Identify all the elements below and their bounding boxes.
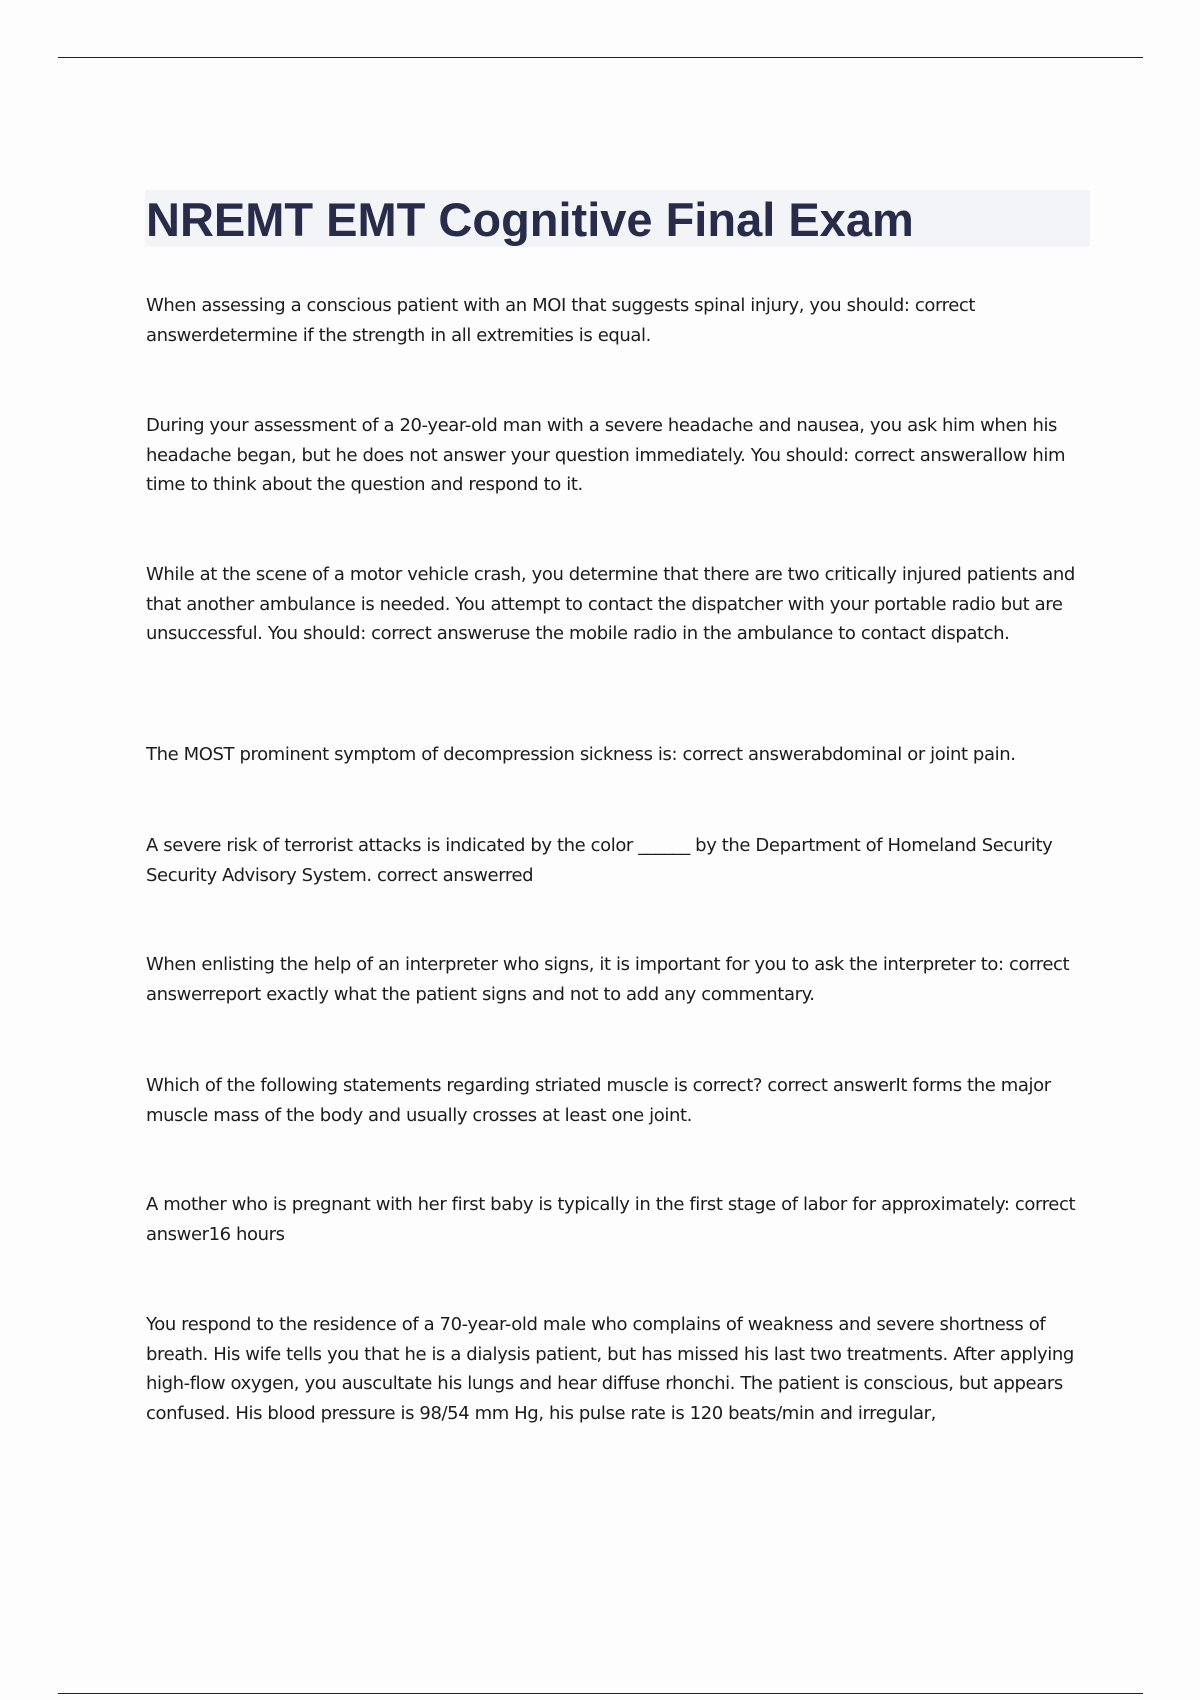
question-answer-item: A mother who is pregnant with her first baby is typically in the first stage of labor for approximately: correct answer16 hours xyxy=(146,1194,1076,1245)
question-answer-item: When enlisting the help of an interpreter who signs, it is important for you to ask the interpreter to: correct answerreport exactly what the patient signs and not to add any commentary. xyxy=(146,954,1070,1005)
question-answer-item: A severe risk of terrorist attacks is indicated by the color ______ by the Department of Homeland Security Security Advisory System. correct answerred xyxy=(146,835,1053,886)
question-answer-item: The MOST prominent symptom of decompression sickness is: correct answerabdominal or joint pain. xyxy=(146,744,1016,765)
question-answer-item: Which of the following statements regarding striated muscle is correct? correct answerIt forms the major muscle mass of the body and usually crosses at least one joint. xyxy=(146,1075,1051,1126)
header-rule xyxy=(58,57,1143,58)
question-answer-item: You respond to the residence of a 70-year-old male who complains of weakness and severe shortness of breath. His wife tells you that he is a dialysis patient, but has missed his last two treatments. After applying high-flow oxygen, you auscultate his lungs and hear diffuse rhonchi. The patient is conscious, but appears confused. His blood pressure is 98/54 mm Hg, his pulse rate is 120 beats/min and irregular, xyxy=(146,1314,1074,1424)
question-answer-item: During your assessment of a 20-year-old man with a severe headache and nausea, you ask him when his headache began, but he does not answer your question immediately. You should: correct answerallow him time to think about the question and respond to it. xyxy=(146,415,1066,495)
question-answer-item: While at the scene of a motor vehicle crash, you determine that there are two critically injured patients and that another ambulance is needed. You attempt to contact the dispatcher with your portable radio but are unsuccessful. You should: correct answeruse the mobile radio in the ambulance to contact dispatch. xyxy=(146,564,1075,644)
question-answer-item: When assessing a conscious patient with an MOI that suggests spinal injury, you should: correct answerdetermine if the strength in all extremities is equal. xyxy=(146,295,976,346)
footer-rule xyxy=(58,1693,1143,1694)
page-title: NREMT EMT Cognitive Final Exam xyxy=(146,193,914,246)
